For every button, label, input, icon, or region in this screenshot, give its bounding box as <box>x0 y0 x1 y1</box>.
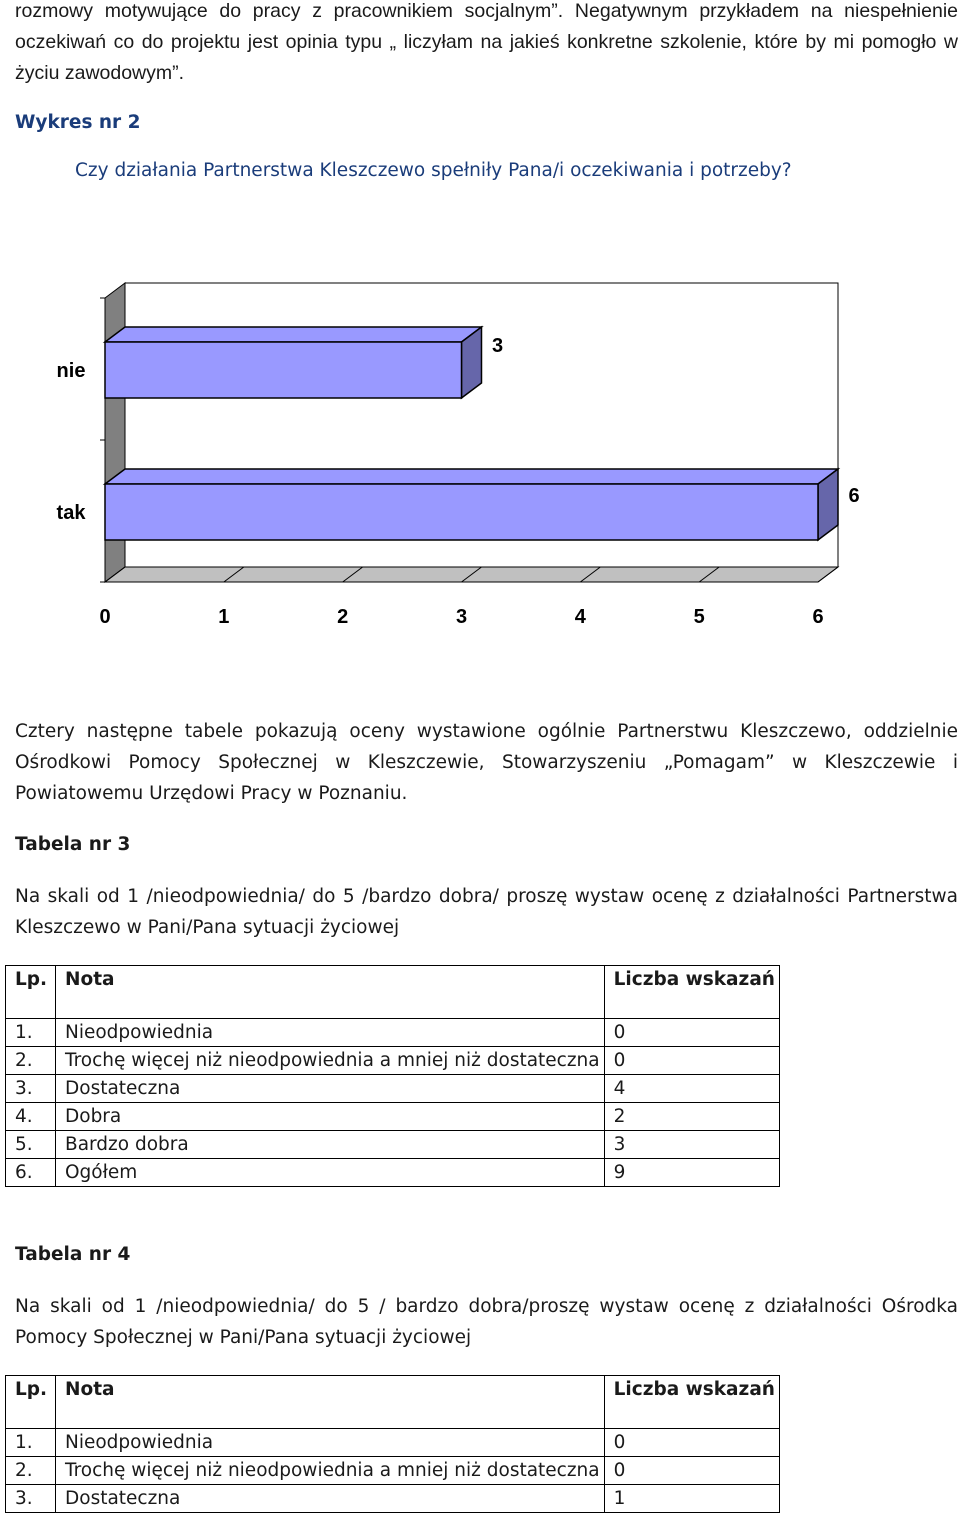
cell-count: 3 <box>604 1131 779 1159</box>
cell-nota: Nieodpowiednia <box>56 1019 605 1047</box>
cell-count: 0 <box>604 1457 779 1485</box>
header-lp: Lp. <box>6 1376 56 1429</box>
cell-count: 0 <box>604 1019 779 1047</box>
header-count: Liczba wskazań <box>604 1376 779 1429</box>
cell-lp: 4. <box>6 1103 56 1131</box>
description-paragraph: Cztery następne tabele pokazują oceny wystawione ogólnie Partnerstwu Kleszczewo, oddzielnie Ośrodkowi Pomocy Społecznej w Kleszczewie, Stowarzyszeniu „Pomagam” w Kleszczewie i Powiatowemu Urzędowi Pracy w Poznaniu. <box>15 721 958 804</box>
chart-question: Czy działania Partnerstwa Kleszczewo spełniły Pana/i oczekiwania i potrzeby? <box>75 160 792 181</box>
cell-lp: 1. <box>6 1429 56 1457</box>
x-tick-label: 1 <box>218 606 230 628</box>
cell-nota: Ogółem <box>56 1159 605 1187</box>
bar-chart <box>0 0 960 700</box>
table3 <box>5 965 780 1187</box>
data-label: 3 <box>491 335 504 357</box>
header-count: Liczba wskazań <box>604 966 779 1019</box>
bar-top-face <box>105 469 838 484</box>
table-row <box>6 1131 780 1159</box>
chart-heading: Wykres nr 2 <box>15 112 141 133</box>
cell-count: 1 <box>604 1485 779 1513</box>
cell-nota: Dostateczna <box>56 1075 605 1103</box>
x-tick-label: 2 <box>337 606 349 628</box>
cell-nota: Dostateczna <box>56 1485 605 1513</box>
table4-question: Na skali od 1 /nieodpowiednia/ do 5 / bardzo dobra/proszę wystaw ocenę z działalności Ośrodka Pomocy Społecznej w Pani/Pana sytuacji życiowej <box>15 1296 958 1348</box>
table-header-row <box>6 1376 780 1429</box>
cell-count: 4 <box>604 1075 779 1103</box>
x-tick-label: 3 <box>455 606 468 628</box>
table-row <box>6 1075 780 1103</box>
table-row <box>6 1019 780 1047</box>
category-label: nie <box>56 360 86 382</box>
table4 <box>5 1375 780 1513</box>
header-nota: Nota <box>56 966 605 1019</box>
x-tick-label: 6 <box>812 606 824 628</box>
cell-lp: 3. <box>6 1485 56 1513</box>
cell-nota: Trochę więcej niż nieodpowiednia a mniej niż dostateczna <box>56 1457 605 1485</box>
cell-lp: 2. <box>6 1457 56 1485</box>
table-row <box>6 1485 780 1513</box>
cell-nota: Dobra <box>56 1103 605 1131</box>
category-label: tak <box>56 502 86 524</box>
header-nota: Nota <box>56 1376 605 1429</box>
cell-lp: 2. <box>6 1047 56 1075</box>
table-row <box>6 1429 780 1457</box>
cell-count: 9 <box>604 1159 779 1187</box>
table3-question: Na skali od 1 /nieodpowiednia/ do 5 /bardzo dobra/ proszę wystaw ocenę z działalności Partnerstwa Kleszczewo w Pani/Pana sytuacji życiowej <box>15 886 958 938</box>
table-row <box>6 1159 780 1187</box>
intro-paragraph: rozmowy motywujące do pracy z pracownikiem socjalnym”. Negatywnym przykładem na niespełnienie oczekiwań co do projektu jest opinia typu „ liczyłam na jakieś konkretne szkolenie, które by mi pomogło w życiu zawodowym”. <box>15 0 958 84</box>
cell-lp: 3. <box>6 1075 56 1103</box>
bar-nie <box>105 342 462 398</box>
table3-heading: Tabela nr 3 <box>15 834 131 855</box>
table-row <box>6 1457 780 1485</box>
x-tick-label: 5 <box>693 606 705 628</box>
header-lp: Lp. <box>6 966 56 1019</box>
cell-count: 2 <box>604 1103 779 1131</box>
cell-lp: 5. <box>6 1131 56 1159</box>
bar-tak <box>105 484 818 540</box>
cell-nota: Nieodpowiednia <box>56 1429 605 1457</box>
bar-top-face <box>105 327 482 342</box>
x-tick-label: 4 <box>574 606 586 628</box>
cell-count: 0 <box>604 1429 779 1457</box>
table-header-row <box>6 966 780 1019</box>
table-row <box>6 1103 780 1131</box>
x-tick-label: 0 <box>99 606 111 628</box>
cell-nota: Trochę więcej niż nieodpowiednia a mniej niż dostateczna <box>56 1047 605 1075</box>
cell-count: 0 <box>604 1047 779 1075</box>
cell-nota: Bardzo dobra <box>56 1131 605 1159</box>
table4-heading: Tabela nr 4 <box>15 1244 131 1265</box>
cell-lp: 6. <box>6 1159 56 1187</box>
data-label: 6 <box>848 485 860 507</box>
cell-lp: 1. <box>6 1019 56 1047</box>
table-row <box>6 1047 780 1075</box>
